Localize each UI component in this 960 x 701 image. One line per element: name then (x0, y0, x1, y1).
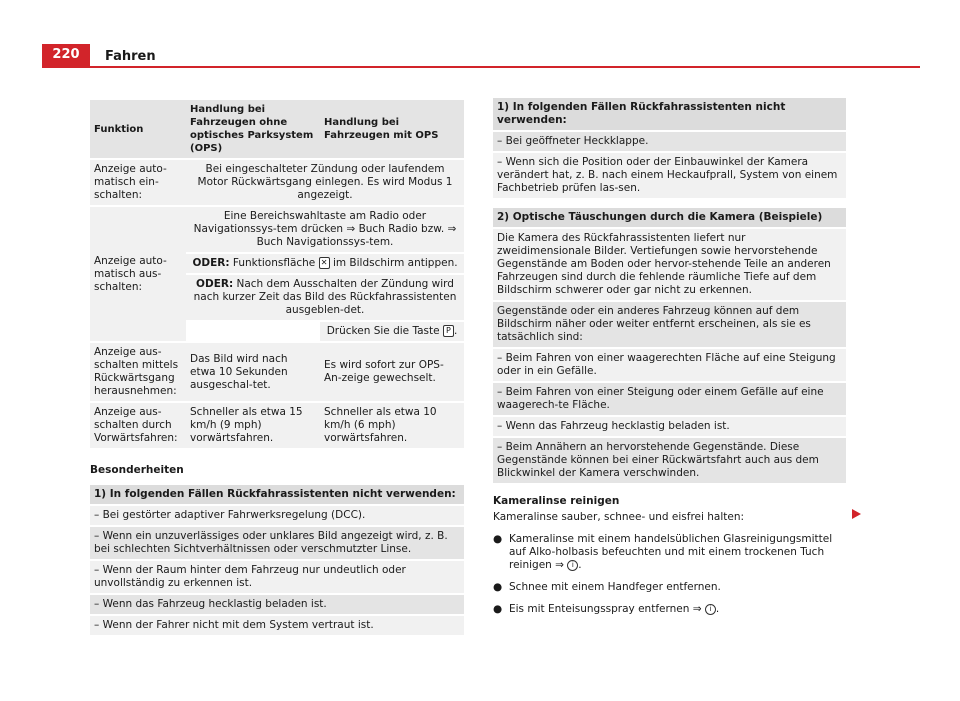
alt-label: ODER: (192, 257, 230, 269)
table-row (90, 403, 464, 448)
list-item: – Wenn sich die Position oder der Einbauwinkel der Kamera verändert hat, z. B. nach einem Heckaufprall, System von einem Fachbetrieb prüfen las-sen. (493, 153, 846, 198)
list-item: – Wenn der Fahrer nicht mit dem System vertraut ist. (90, 616, 464, 635)
list-item: ● Eis mit Enteisungsspray entfernen ⇒ i . (493, 603, 720, 615)
row-action (186, 254, 464, 273)
action-text: Funktionsfläche (232, 257, 316, 269)
intro-text: Kameralinse sauber, schnee- und eisfrei halten: (493, 511, 745, 523)
row-function: Anzeige auto-matisch ein-schalten: (90, 160, 186, 205)
action-text: im Bildschirm antippen. (332, 257, 458, 269)
right-column (493, 98, 846, 616)
list-item: – Bei geöffneter Heckklappe. (493, 132, 846, 151)
continue-arrow-icon (852, 509, 861, 519)
alt-label: ODER: (196, 278, 234, 290)
page-title: Fahren (105, 49, 156, 64)
box-title: 1) In folgenden Fällen Rückfahrassistenten nicht verwenden: (493, 98, 846, 130)
empty-cell (186, 322, 320, 341)
bullet-icon: ● (493, 533, 503, 545)
table-row (90, 207, 464, 252)
row-function: Anzeige aus-schalten durch Vorwärtsfahren: (90, 403, 186, 448)
action-text: Drücken Sie die Taste (326, 325, 440, 337)
info-icon: i (567, 560, 578, 571)
bullet-icon: ● (493, 603, 503, 615)
box-title: 2) Optische Täuschungen durch die Kamera (Beispiele) (493, 208, 846, 227)
row-ops: Schneller als etwa 10 km/h (6 mph) vorwärtsfahren. (320, 403, 464, 448)
function-table (90, 98, 464, 450)
list-item: ● Kameralinse mit einem handelsüblichen Glasreinigungsmittel auf Alko-holbasis befeuchten und mit einem trockenen Tuch reinigen ⇒ i . (493, 533, 833, 571)
list-item: – Beim Fahren von einer Steigung oder einem Gefälle auf eine waagerech-te Fläche. (493, 383, 846, 415)
list-item (493, 581, 846, 594)
col-header-function: Funktion (90, 100, 186, 158)
list-item: – Beim Annähern an hervorstehende Gegenstände. Diese Gegenstände können bei einer Rückwärtsfahrt auch aus dem Blickwinkel der Kamera verschwinden. (493, 438, 846, 483)
row-action (186, 275, 464, 320)
row-action: Eine Bereichswahltaste am Radio oder Navigationssys-tem drücken ⇒ Buch Radio bzw. ⇒ Buch Navigationssys-tem. (186, 207, 464, 252)
list-item: – Wenn das Fahrzeug hecklastig beladen ist. (493, 417, 846, 436)
warning-box (90, 485, 464, 635)
list-item: Gegenstände oder ein anderes Fahrzeug können auf dem Bildschirm näher oder weiter entfernt erscheinen, als sie es tatsächlich sind: (493, 302, 846, 347)
subsection-title: Kameralinse reinigen (493, 495, 620, 507)
close-icon: ✕ (319, 257, 330, 269)
item-text: Eis mit Enteisungsspray entfernen ⇒ (509, 603, 702, 615)
item-text: Schnee mit einem Handfeger entfernen. (509, 581, 721, 593)
table-header-row (90, 100, 464, 158)
row-action: Drücken Sie die Taste P . (320, 322, 464, 341)
row-no-ops: Das Bild wird nach etwa 10 Sekunden ausgeschal-tet. (186, 343, 320, 401)
list-item: – Wenn ein unzuverlässiges oder unklares Bild angezeigt wird, z. B. bei schlechten Sichtverhältnissen oder verschmutzter Linse. (90, 527, 464, 559)
left-column (90, 98, 464, 645)
col-header-ops: Handlung bei Fahrzeugen mit OPS (320, 100, 464, 158)
row-ops: Es wird sofort zur OPS-An-zeige gewechselt. (320, 343, 464, 401)
parking-key-icon: P (443, 325, 454, 337)
illusions-box (493, 208, 846, 483)
list-item: – Bei gestörter adaptiver Fahrwerksregelung (DCC). (90, 506, 464, 525)
list-item: – Wenn der Raum hinter dem Fahrzeug nur undeutlich oder unvollständig zu erkennen ist. (90, 561, 464, 593)
item-text: Kameralinse mit einem handelsüblichen Glasreinigungsmittel auf Alko-holbasis befeuchten und mit einem trockenen Tuch reinigen ⇒ (509, 533, 833, 571)
page-number: 220 (52, 47, 80, 62)
info-icon: i (705, 604, 716, 615)
row-no-ops: Schneller als etwa 15 km/h (9 mph) vorwärtsfahren. (186, 403, 320, 448)
list-item: – Wenn das Fahrzeug hecklastig beladen ist. (90, 595, 464, 614)
table-row (90, 343, 464, 401)
row-function: Anzeige auto-matisch aus-schalten: (90, 207, 186, 341)
bullet-icon: ● (493, 581, 503, 593)
action-text: Nach dem Ausschalten der Zündung wird nach kurzer Zeit das Bild des Rückfahrassistenten ausgeblen-det. (193, 278, 457, 316)
row-function: Anzeige aus-schalten mittels Rückwärtsgang herausnehmen: (90, 343, 186, 401)
list-item: – Beim Fahren von einer waagerechten Fläche auf eine Steigung oder in ein Gefälle. (493, 349, 846, 381)
table-row (90, 160, 464, 205)
col-header-no-ops: Handlung bei Fahrzeugen ohne optisches Parksystem (OPS) (186, 100, 320, 158)
section-title: Besonderheiten (90, 464, 184, 476)
header-rule (90, 66, 920, 68)
row-action: Bei eingeschalteter Zündung oder laufendem Motor Rückwärtsgang einlegen. Es wird Modus 1 angezeigt. (186, 160, 464, 205)
warning-box (493, 98, 846, 198)
list-item: Die Kamera des Rückfahrassistenten liefert nur zweidimensionale Bilder. Vertiefungen sowie hervorstehende Gegenstände am Boden oder hervor-stehende Teile an anderen Fahrzeugen sind durch die fehlende räumliche Tiefe auf dem Bildschirm schwerer oder gar nicht zu erkennen. (493, 229, 846, 300)
box-title: 1) In folgenden Fällen Rückfahrassistenten nicht verwenden: (90, 485, 464, 504)
